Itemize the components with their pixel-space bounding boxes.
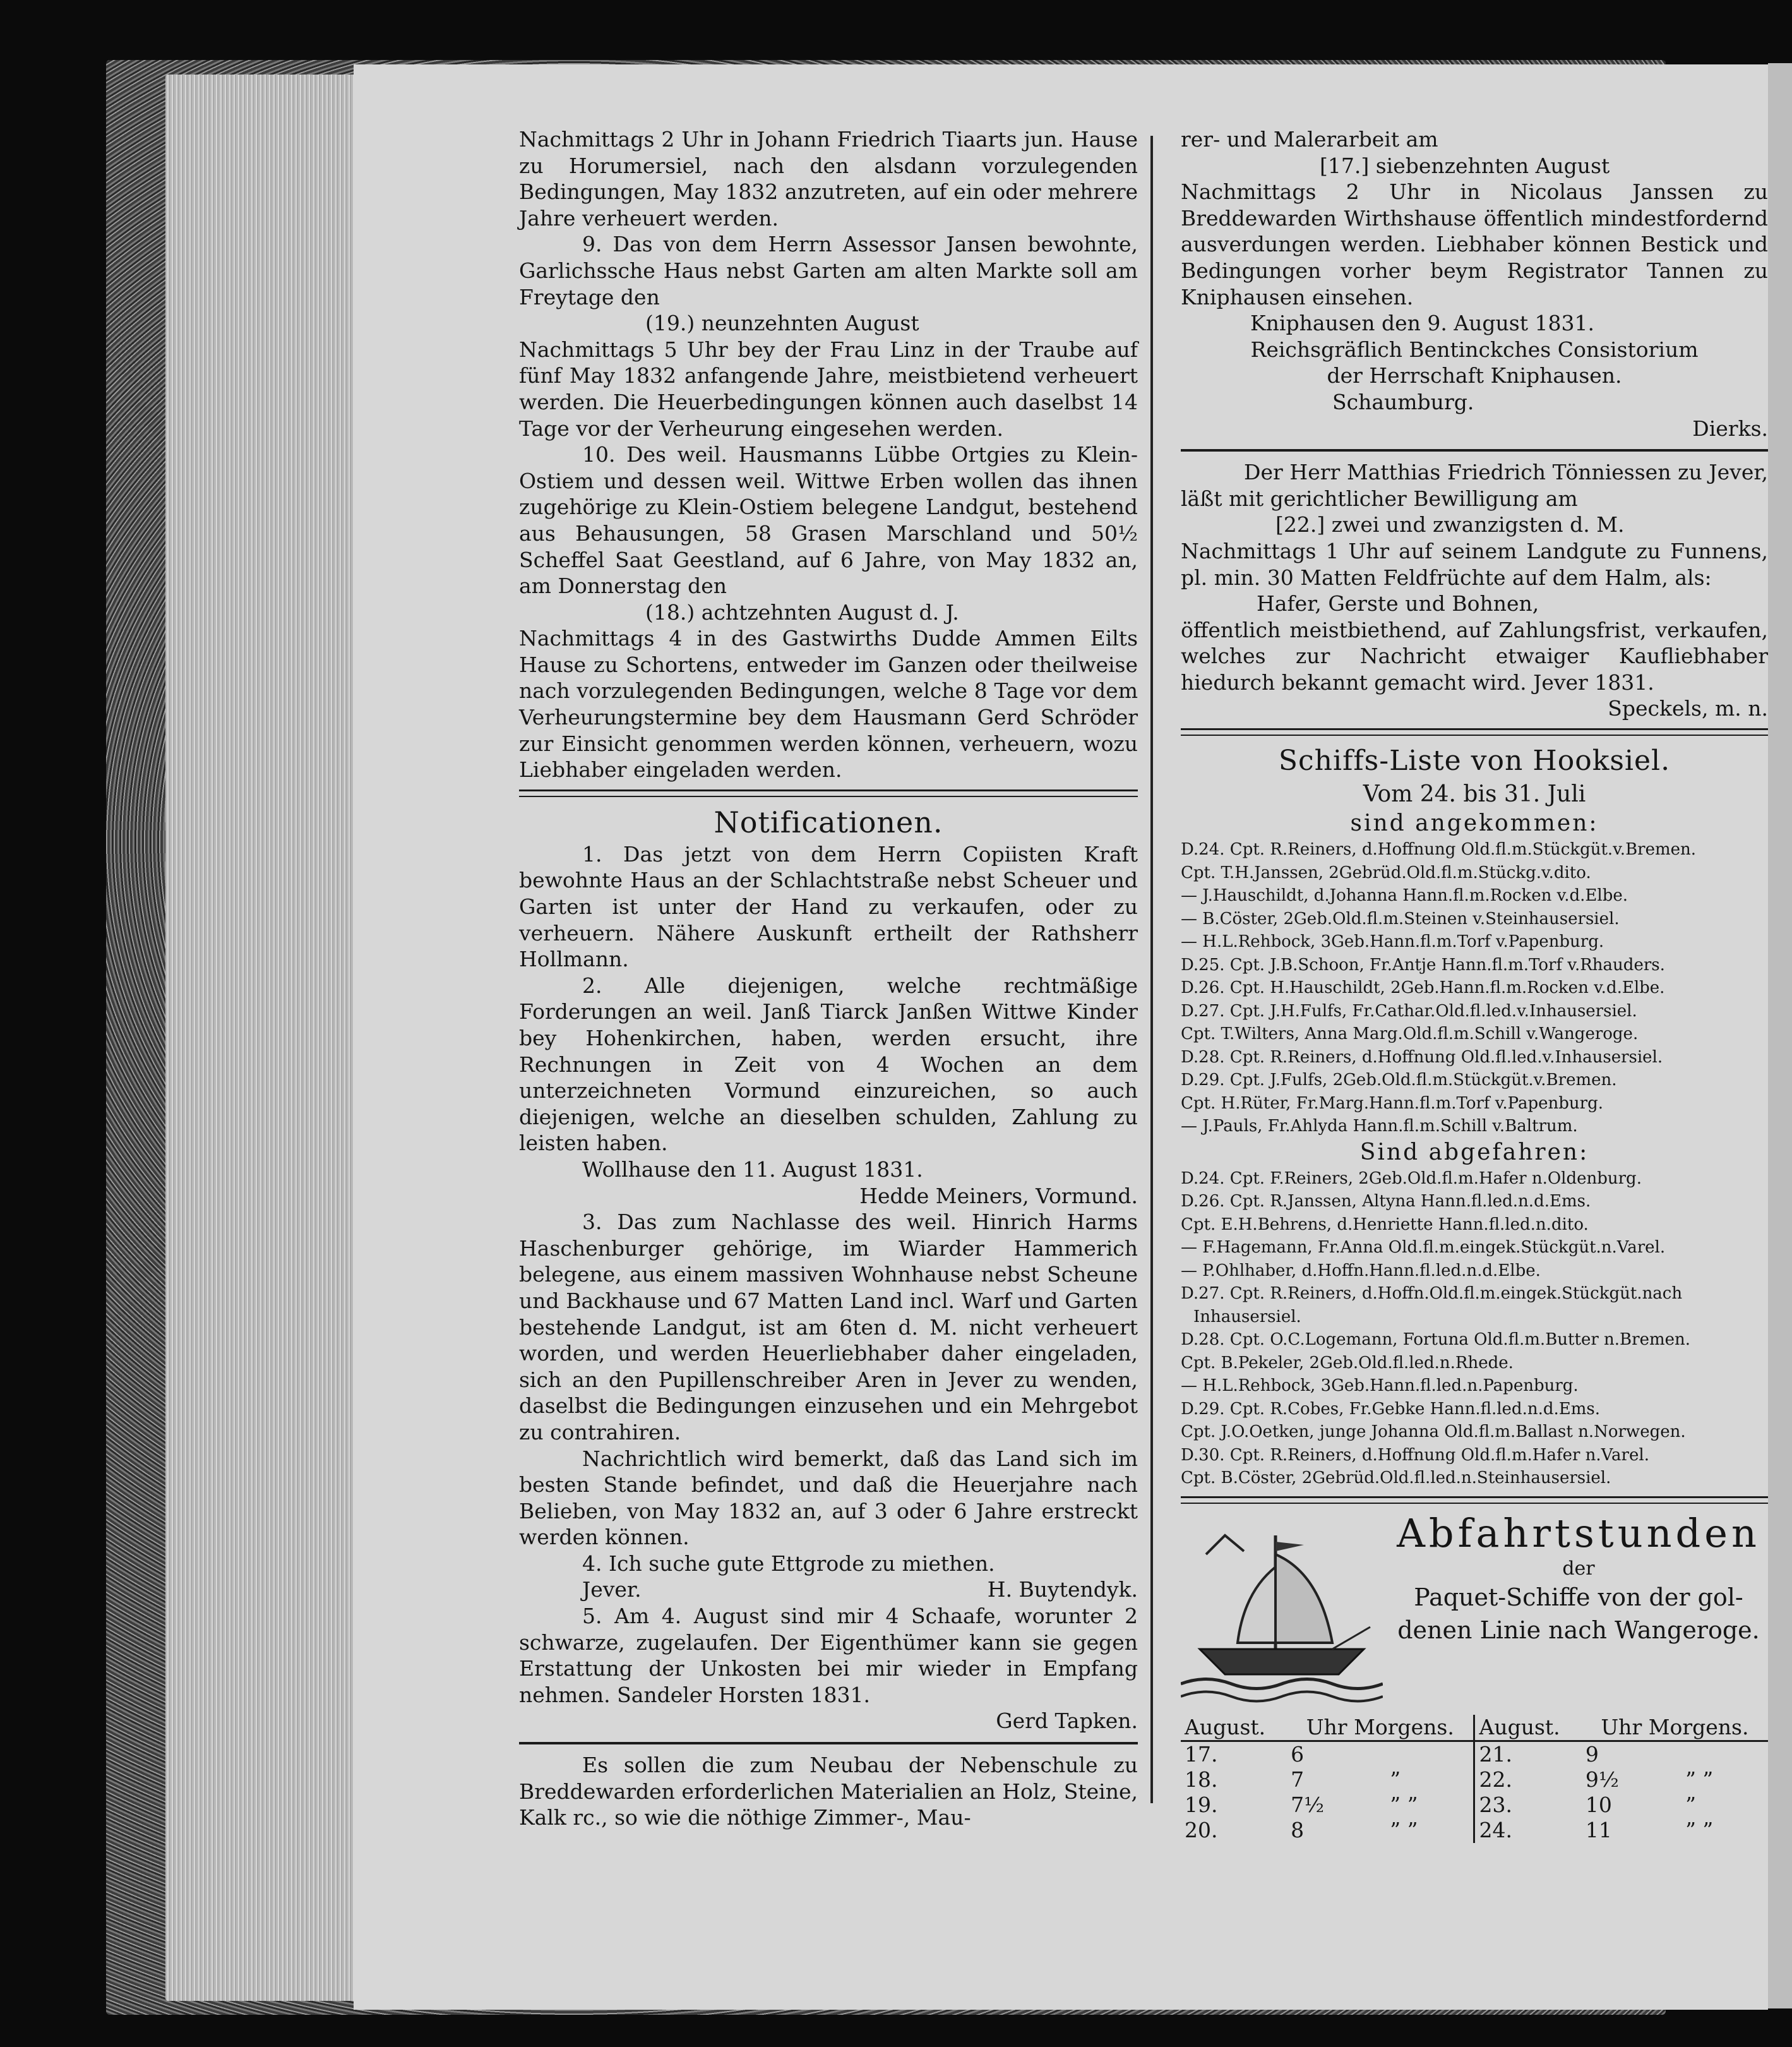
table-cell: ” ” (1386, 1818, 1474, 1843)
issuer: der Herrschaft Kniphausen. (1327, 363, 1622, 388)
list-item: D.26. Cpt. R.Janssen, Altyna Hann.fl.led.n.d.Ems. (1181, 1192, 1591, 1211)
table-cell: ” (1685, 1792, 1696, 1817)
section-divider (1181, 1496, 1768, 1504)
list-item: Cpt. B.Cöster, 2Gebrüd.Old.fl.led.n.Steinhausersiel. (1181, 1468, 1611, 1488)
list-item: — H.L.Rehbock, 3Geb.Hann.fl.led.n.Papenburg. (1181, 1376, 1579, 1396)
table-cell: ” ” (1685, 1817, 1714, 1842)
notification-2-signature: Hedde Meiners, Vormund. (859, 1183, 1138, 1208)
notification-5: 5. Am 4. August sind mir 4 Schaafe, worunter 2 schwarze, zugelaufen. Der Eigenthümer kann sie gegen Erstattung der Unkosten bei mir wieder in Empfang nehmen. Sandeler Horsten 1831. (519, 1604, 1138, 1707)
table-cell: 6 (1291, 1741, 1305, 1767)
notification-4: 4. Ich suche gute Ettgrode zu miethen. (582, 1551, 995, 1576)
next-page-edge (1768, 63, 1792, 2008)
table-row (1181, 1818, 1768, 1843)
table-cell: 7 (1291, 1767, 1305, 1792)
table-cell: 7½ (1291, 1792, 1325, 1817)
list-item: — F.Hagemann, Fr.Anna Old.fl.m.eingek.Stückgüt.n.Varel. (1181, 1238, 1666, 1258)
timetable-title: Abfahrtstunden (1397, 1510, 1760, 1556)
timetable-title-block (1389, 1510, 1768, 1647)
list-item: — J.Hauschildt, d.Johanna Hann.fl.m.Rocken v.d.Elbe. (1181, 886, 1628, 906)
timetable-subtitle: Paquet-Schiffe von der gol- (1414, 1583, 1743, 1611)
notice-9-date: (19.) neunzehnten August (645, 311, 919, 336)
list-item: D.27. Cpt. R.Reiners, d.Hoffn.Old.fl.m.eingek.Stückgüt.nach (1181, 1284, 1683, 1304)
list-item: D.24. Cpt. R.Reiners, d.Hoffnung Old.fl.m.Stückgüt.v.Bremen. (1181, 840, 1697, 860)
notification-3-note: Nachrichtlich wird bemerkt, daß das Land sich im besten Stande befindet, und daß die Heuerjahre nach Belieben, von May 1832 an, auf 3 oder 6 Jahre erstreckt werden können. (519, 1446, 1138, 1550)
table-row (1181, 1741, 1768, 1767)
page-stack-edge (165, 75, 361, 2001)
table-header: Uhr Morgens. (1287, 1715, 1474, 1741)
table-cell (1386, 1741, 1474, 1767)
table-cell: ” (1386, 1767, 1474, 1792)
timetable-header (1181, 1510, 1768, 1712)
departed-list (1181, 1167, 1768, 1490)
notification-5-signature: Gerd Tapken. (996, 1708, 1138, 1734)
text-paragraph: öffentlich meistbiethend, auf Zahlungsfrist, verkaufen, welches zur Nachricht etwaiger Kaufliebhaber hiedurch bekannt gemacht wird. Jever 1831. (1181, 617, 1768, 695)
table-row (1181, 1792, 1768, 1818)
list-item: D.29. Cpt. R.Cobes, Fr.Gebke Hann.fl.led.n.d.Ems. (1181, 1399, 1600, 1419)
list-item: D.24. Cpt. F.Reiners, 2Geb.Old.fl.m.Hafer n.Oldenburg. (1181, 1168, 1642, 1188)
table-cell: 18. (1185, 1767, 1218, 1792)
breddewarden-notice: Es sollen die zum Neubau der Nebenschule zu Breddewarden erforderlichen Materialien an Holz, Steine, Kalk rc., so wie die nöthige Zimmer-, Mau- (519, 1753, 1138, 1830)
list-item: Inhausersiel. (1193, 1307, 1301, 1326)
list-item: Cpt. T.Wilters, Anna Marg.Old.fl.m.Schill v.Wangeroge. (1181, 1024, 1639, 1044)
table-cell: ” ” (1386, 1792, 1474, 1818)
section-heading-notificationen: Notificationen. (714, 805, 943, 839)
timetable-subtitle: denen Linie nach Wangeroge. (1397, 1616, 1760, 1644)
notification-4-signature (519, 1576, 1138, 1603)
table-cell: 23. (1479, 1792, 1512, 1817)
list-item: D.28. Cpt. R.Reiners, d.Hoffnung Old.fl.led.v.Inhausersiel. (1181, 1047, 1663, 1067)
signature-schaumburg: Schaumburg. (1332, 389, 1474, 414)
notice-10-date: (18.) achtzehnten August d. J. (645, 599, 959, 625)
notification-3: 3. Das zum Nachlasse des weil. Hinrich Harms Haschenburger gehörige, im Wiarder Hammerich belegene, aus einem massiven Wohnhause nebst Scheune und Backhause und 67 Matten Land incl. Warf und Garten bestehende Landgut, ist am 6ten d. M. nicht verheuert worden, und werden Heuerliebhaber daher eingeladen, sich an den Pupillenschreiber Aren in Jever zu wenden, daselbst die Bedingungen einzusehen und ein Mehrgebot zu contrahiren. (519, 1210, 1138, 1444)
departure-timetable (1181, 1715, 1768, 1843)
ship-list-title: Schiffs-Liste von Hooksiel. (1278, 745, 1671, 777)
notification-2-place: Wollhause den 11. August 1831. (582, 1156, 923, 1182)
section-divider (519, 1742, 1138, 1744)
table-cell: 22. (1479, 1767, 1512, 1792)
list-item: D.30. Cpt. R.Reiners, d.Hoffnung Old.fl.m.Hafer n.Varel. (1181, 1445, 1649, 1465)
list-item: D.25. Cpt. J.B.Schoon, Fr.Antje Hann.fl.m.Torf v.Rhauders. (1181, 955, 1665, 975)
text-paragraph: Nachmittags 5 Uhr bey der Frau Linz in der Traube auf fünf May 1832 anfangende Jahre, meistbietend verheuert werden. Die Heuerbedingungen können auch daselbst 14 Tage vor der Verheurung eingesehen werden. (519, 337, 1138, 441)
list-item: Cpt. H.Rüter, Fr.Marg.Hann.fl.m.Torf v.Papenburg. (1181, 1093, 1603, 1113)
section-divider (519, 789, 1138, 797)
table-cell: 11 (1585, 1817, 1612, 1842)
table-cell: 9 (1585, 1741, 1599, 1767)
table-cell: 17. (1185, 1741, 1218, 1767)
list-item: D.29. Cpt. J.Fulfs, 2Geb.Old.fl.m.Stückgüt.v.Bremen. (1181, 1071, 1617, 1090)
section-divider (1181, 449, 1768, 452)
table-cell (1681, 1741, 1768, 1767)
list-item: Cpt. E.H.Behrens, d.Henriette Hann.fl.led.n.dito. (1181, 1215, 1589, 1234)
issuer: Reichsgräflich Bentinckches Consistorium (1250, 337, 1699, 362)
place-date: Kniphausen den 9. August 1831. (1250, 311, 1594, 336)
signature-dierks: Dierks. (1692, 416, 1768, 441)
crop-list: Hafer, Gerste und Bohnen, (1257, 591, 1539, 616)
toenniessen-notice: Der Herr Matthias Friedrich Tönniessen zu Jever, läßt mit gerichtlicher Bewilligung am (1181, 460, 1768, 511)
table-cell: 19. (1185, 1792, 1218, 1817)
notification-2: 2. Alle diejenigen, welche rechtmäßige Forderungen an weil. Janß Tiarck Janßen Wittwe Kinder bey Hohenkirchen, haben, werden ersucht, ihre Rechnungen in Zeit von 4 Wochen an dem unterzeichneten Vormund einzureichen, so auch diejenigen, welche an dieselben schulden, Zahlung zu leisten haben. (519, 973, 1138, 1156)
arrived-list (1181, 838, 1768, 1138)
list-item: Cpt. T.H.Janssen, 2Gebrüd.Old.fl.m.Stückg.v.dito. (1181, 863, 1591, 882)
notice-date: [22.] zwei und zwanzigsten d. M. (1275, 512, 1625, 537)
notice-9: 9. Das von dem Herrn Assessor Jansen bewohnte, Garlichssche Haus nebst Garten am alten Markte soll am Freytage den (519, 232, 1138, 309)
table-cell: ” ” (1685, 1767, 1714, 1792)
table-cell: 24. (1479, 1817, 1512, 1842)
list-item: — P.Ohlhaber, d.Hoffn.Hann.fl.led.n.d.Elbe. (1181, 1261, 1541, 1280)
list-item: Cpt. B.Pekeler, 2Geb.Old.fl.led.n.Rhede. (1181, 1353, 1514, 1372)
right-column (1181, 126, 1768, 1843)
list-item: D.28. Cpt. O.C.Logemann, Fortuna Old.fl.m.Butter n.Bremen. (1181, 1330, 1691, 1350)
text-paragraph: Nachmittags 2 Uhr in Nicolaus Janssen zu Breddewarden Wirthshause öffentlich mindestfordernd ausverdungen werden. Liebhaber können Bestick und Bedingungen vorher beym Registrator Tannen zu Kniphausen einsehen. (1181, 179, 1768, 309)
list-item: Cpt. J.O.Oetken, junge Johanna Old.fl.m.Ballast n.Norwegen. (1181, 1422, 1686, 1442)
table-header-row (1181, 1715, 1768, 1741)
table-cell: 10 (1585, 1792, 1612, 1817)
ship-list-range: Vom 24. bis 31. Juli (1363, 781, 1586, 808)
list-item: D.27. Cpt. J.H.Fulfs, Fr.Cathar.Old.fl.led.v.Inhausersiel. (1181, 1001, 1637, 1021)
signature-speckels: Speckels, m. n. (1608, 696, 1768, 721)
table-header: August. (1181, 1715, 1287, 1741)
notification-4-place: Jever. (582, 1577, 642, 1602)
list-item: — B.Cöster, 2Geb.Old.fl.m.Steinen v.Steinhausersiel. (1181, 909, 1620, 928)
left-column (519, 126, 1138, 1831)
column-rule (1150, 136, 1153, 1803)
section-divider (1181, 728, 1768, 736)
notification-4-sign: H. Buytendyk. (987, 1577, 1138, 1602)
table-header: Uhr Morgens. (1582, 1715, 1768, 1741)
table-header: August. (1474, 1715, 1582, 1741)
table-cell: 20. (1185, 1817, 1218, 1842)
text-paragraph: Nachmittags 4 in des Gastwirths Dudde Ammen Eilts Hause zu Schortens, entweder im Ganzen oder theilweise nach vorzulegenden Bedingungen, welche 8 Tage vor dem Verheurungstermine bey dem Hausmann Gerd Schröder zur Einsicht genommen werden können, verheuern, wozu Liebhaber eingeladen werden. (519, 626, 1138, 783)
table-cell: 9½ (1585, 1767, 1619, 1792)
sailing-ship-icon (1181, 1516, 1383, 1706)
departed-heading: Sind abgefahren: (1359, 1139, 1589, 1165)
text-paragraph: Nachmittags 2 Uhr in Johann Friedrich Tiaarts jun. Hause zu Horumersiel, nach den alsdann vorzulegenden Bedingungen, May 1832 anzutreten, auf ein oder mehrere Jahre verheuert werden. (519, 127, 1138, 231)
text-paragraph: Nachmittags 1 Uhr auf seinem Landgute zu Funnens, pl. min. 30 Matten Feldfrüchte auf dem Halm, als: (1181, 538, 1768, 590)
timetable-article: der (1562, 1557, 1595, 1580)
table-cell: 21. (1479, 1741, 1512, 1767)
notice-date: [17.] siebenzehnten August (1320, 153, 1610, 178)
notification-1: 1. Das jetzt von dem Herrn Copiisten Kraft bewohnte Haus an der Schlachtstraße nebst Scheuer und Garten ist unter der Hand zu verkaufen, oder zu verheuern. Nähere Auskunft ertheilt der Rathsherr Hollmann. (519, 841, 1138, 972)
arrived-heading: sind angekommen: (1350, 810, 1599, 837)
text-paragraph: rer- und Malerarbeit am (1181, 127, 1438, 152)
table-row (1181, 1767, 1768, 1792)
list-item: — H.L.Rehbock, 3Geb.Hann.fl.m.Torf v.Papenburg. (1181, 932, 1604, 952)
list-item: — J.Pauls, Fr.Ahlyda Hann.fl.m.Schill v.Baltrum. (1181, 1117, 1578, 1136)
list-item: D.26. Cpt. H.Hauschildt, 2Geb.Hann.fl.m.Rocken v.d.Elbe. (1181, 978, 1665, 998)
table-cell: 8 (1291, 1817, 1305, 1842)
signatures (1181, 389, 1768, 416)
notice-10: 10. Des weil. Hausmanns Lübbe Ortgies zu Klein-Ostiem und dessen weil. Wittwe Erben wollen das ihnen zugehörige zu Klein-Ostiem belegene Landgut, bestehend aus Behausungen, 58 Grasen Marschland und 50½ Scheffel Saat Geestland, auf 6 Jahre, von May 1832 an, am Donnerstag den (519, 442, 1138, 599)
